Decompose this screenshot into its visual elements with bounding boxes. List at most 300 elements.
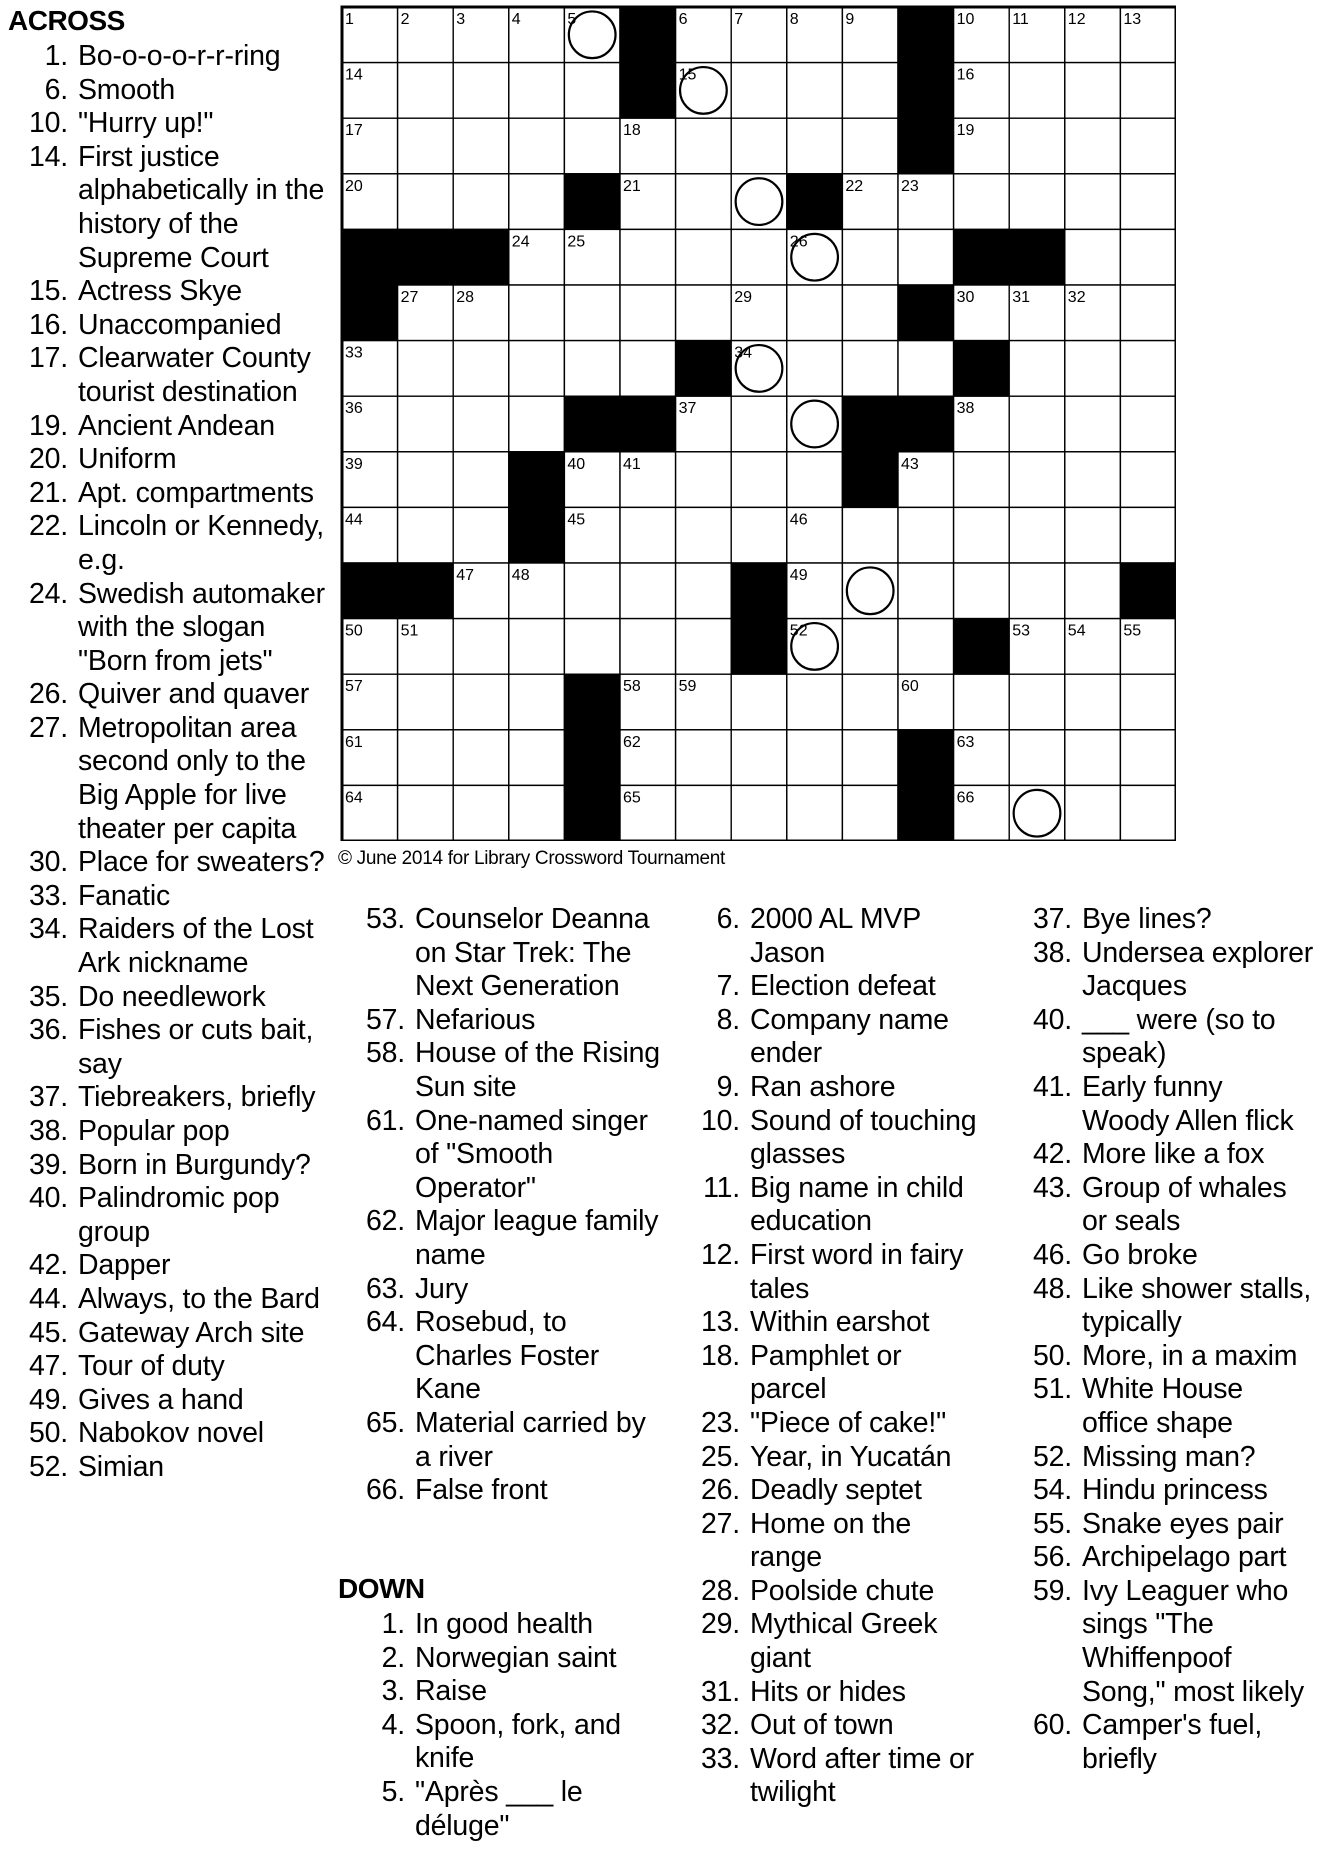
grid-cell[interactable] bbox=[787, 63, 843, 119]
clue-number: 22. bbox=[28, 510, 68, 543]
grid-cell[interactable] bbox=[676, 730, 732, 786]
grid-cell[interactable] bbox=[787, 341, 843, 397]
grid-cell[interactable] bbox=[731, 785, 787, 841]
across-heading: ACROSS bbox=[8, 5, 125, 36]
clue-item[interactable] bbox=[345, 1004, 665, 1038]
grid-cell[interactable] bbox=[398, 63, 454, 119]
clue-number: 1. bbox=[381, 1608, 405, 1640]
grid-cell[interactable] bbox=[1009, 507, 1065, 563]
clue-item[interactable] bbox=[8, 40, 326, 74]
grid-cell[interactable] bbox=[787, 730, 843, 786]
clue-number: 44. bbox=[28, 1282, 68, 1315]
grid-cell[interactable] bbox=[676, 285, 732, 341]
cell-number: 63 bbox=[956, 733, 975, 751]
grid-cell[interactable] bbox=[564, 341, 620, 397]
grid-cell[interactable] bbox=[1009, 785, 1065, 841]
grid-cell[interactable] bbox=[1065, 452, 1121, 508]
clue-item[interactable] bbox=[680, 1340, 980, 1407]
grid-cell[interactable] bbox=[453, 396, 509, 452]
grid-cell[interactable] bbox=[564, 63, 620, 119]
clue-item[interactable] bbox=[680, 1508, 980, 1575]
cell-number: 32 bbox=[1067, 289, 1086, 306]
cell-number: 50 bbox=[345, 622, 363, 640]
clue-item[interactable] bbox=[345, 1273, 665, 1307]
clue-item[interactable] bbox=[1010, 1508, 1315, 1542]
clue-number: 17. bbox=[28, 342, 68, 375]
clue-item[interactable] bbox=[8, 1115, 326, 1149]
grid-cell[interactable] bbox=[620, 341, 676, 397]
clue-text: Raiders of the Lost Ark nickname bbox=[78, 913, 314, 980]
clue-text: Do needlework bbox=[78, 980, 266, 1013]
grid-cell[interactable] bbox=[509, 785, 565, 841]
grid-cell[interactable] bbox=[1009, 730, 1065, 786]
grid-cell[interactable] bbox=[1120, 118, 1176, 174]
down-clues-panel bbox=[338, 1572, 656, 1843]
black-square bbox=[731, 563, 787, 619]
cell-number: 12 bbox=[1067, 11, 1086, 28]
grid-cell[interactable] bbox=[1065, 341, 1121, 397]
grid-cell[interactable] bbox=[453, 730, 509, 786]
grid-cell[interactable] bbox=[842, 341, 898, 397]
clue-text: ___ were (so to speak) bbox=[1082, 1003, 1276, 1070]
clue-item[interactable] bbox=[345, 903, 665, 1004]
black-square bbox=[898, 730, 954, 786]
grid-cell[interactable] bbox=[787, 285, 843, 341]
black-square bbox=[453, 229, 509, 285]
cell-number: 31 bbox=[1012, 289, 1030, 306]
clue-text: Clearwater County tourist destination bbox=[78, 342, 311, 408]
clue-item[interactable] bbox=[8, 880, 326, 914]
clue-item[interactable] bbox=[680, 1306, 980, 1340]
grid-cell[interactable] bbox=[676, 118, 732, 174]
clue-text: Material carried by a river bbox=[415, 1406, 646, 1473]
clue-item[interactable] bbox=[1010, 937, 1315, 1004]
clue-number: 27. bbox=[28, 711, 68, 744]
black-square bbox=[898, 285, 954, 341]
clue-number: 26. bbox=[700, 1474, 740, 1507]
grid-cell[interactable] bbox=[1009, 674, 1065, 730]
clue-item[interactable] bbox=[680, 1676, 980, 1710]
clue-text: Place for sweaters? bbox=[78, 846, 325, 879]
clue-text: Apt. compartments bbox=[78, 476, 314, 509]
grid-cell[interactable] bbox=[1120, 174, 1176, 230]
grid-cell[interactable] bbox=[898, 507, 954, 563]
across-continued-panel bbox=[345, 903, 665, 1508]
clue-item[interactable] bbox=[8, 275, 326, 309]
clue-item[interactable] bbox=[338, 1608, 656, 1642]
grid-cell[interactable] bbox=[1120, 785, 1176, 841]
grid-cell[interactable] bbox=[731, 730, 787, 786]
clue-number: 40. bbox=[1032, 1003, 1072, 1036]
grid-cell[interactable] bbox=[676, 174, 732, 230]
grid-cell[interactable] bbox=[898, 619, 954, 675]
clue-number: 10. bbox=[28, 107, 68, 140]
clue-item[interactable] bbox=[680, 1071, 980, 1105]
clue-item[interactable] bbox=[8, 1384, 326, 1418]
grid-cell[interactable] bbox=[954, 452, 1010, 508]
down-clue-list-3 bbox=[1010, 903, 1315, 1776]
clue-item[interactable] bbox=[680, 1474, 980, 1508]
grid-cell[interactable] bbox=[1065, 507, 1121, 563]
black-square bbox=[509, 452, 565, 508]
grid-cell[interactable] bbox=[1120, 730, 1176, 786]
grid-cell[interactable] bbox=[1065, 563, 1121, 619]
clue-number: 32. bbox=[700, 1709, 740, 1742]
clue-item[interactable] bbox=[680, 1239, 980, 1306]
clue-text: Bo-o-o-o-r-r-ring bbox=[78, 40, 281, 72]
clue-number: 38. bbox=[28, 1115, 68, 1147]
clue-item[interactable] bbox=[1010, 903, 1315, 937]
grid-cell[interactable] bbox=[509, 118, 565, 174]
grid-cell[interactable] bbox=[954, 563, 1010, 619]
clue-item[interactable] bbox=[8, 1417, 326, 1451]
clue-text: Missing man? bbox=[1082, 1440, 1256, 1473]
grid-cell[interactable] bbox=[453, 785, 509, 841]
clue-item[interactable] bbox=[8, 1249, 326, 1283]
clue-item[interactable] bbox=[1010, 1004, 1315, 1071]
clue-text: Metropolitan area second only to the Big Apple for live theater per capita bbox=[78, 711, 306, 845]
grid-cell[interactable] bbox=[1009, 452, 1065, 508]
cell-number: 49 bbox=[789, 567, 808, 584]
clue-number: 25. bbox=[700, 1440, 740, 1473]
black-square bbox=[342, 285, 398, 341]
grid-cell[interactable] bbox=[398, 118, 454, 174]
clue-item[interactable] bbox=[8, 1451, 326, 1485]
grid-cell[interactable] bbox=[1065, 63, 1121, 119]
clue-text: Counselor Deanna on Star Trek: The Next Generation bbox=[415, 903, 650, 1003]
grid-cell[interactable] bbox=[898, 229, 954, 285]
clue-item[interactable] bbox=[345, 1306, 665, 1407]
grid-cell[interactable] bbox=[453, 507, 509, 563]
grid-cell[interactable] bbox=[676, 229, 732, 285]
clue-item[interactable] bbox=[345, 1037, 665, 1104]
cell-number: 21 bbox=[623, 177, 641, 195]
clue-item[interactable] bbox=[8, 1317, 326, 1351]
clue-item[interactable] bbox=[8, 477, 326, 511]
down-clues-panel-3 bbox=[1010, 903, 1315, 1776]
grid-cell[interactable] bbox=[453, 63, 509, 119]
grid-cell[interactable] bbox=[842, 563, 898, 619]
clue-item[interactable] bbox=[338, 1709, 656, 1776]
clue-number: 31. bbox=[700, 1675, 740, 1708]
grid-cell[interactable] bbox=[842, 118, 898, 174]
clue-item[interactable] bbox=[680, 1608, 980, 1675]
cell-number: 47 bbox=[456, 567, 474, 584]
clue-text: One-named singer of "Smooth Operator" bbox=[415, 1104, 648, 1204]
clue-item[interactable] bbox=[8, 1014, 326, 1081]
clue-item[interactable] bbox=[345, 1205, 665, 1272]
grid-cell[interactable] bbox=[842, 785, 898, 841]
cell-number: 16 bbox=[956, 66, 975, 84]
grid-cell[interactable] bbox=[1065, 118, 1121, 174]
grid-cell[interactable] bbox=[398, 396, 454, 452]
cell-number: 20 bbox=[345, 177, 363, 195]
clue-item[interactable] bbox=[8, 342, 326, 409]
black-square bbox=[954, 619, 1010, 675]
grid-cell[interactable] bbox=[731, 674, 787, 730]
grid-cell[interactable] bbox=[1120, 674, 1176, 730]
clue-number: 24. bbox=[28, 577, 68, 610]
clue-number: 63. bbox=[365, 1272, 405, 1305]
grid-cell[interactable] bbox=[1065, 229, 1121, 285]
grid-cell[interactable] bbox=[564, 619, 620, 675]
grid-cell[interactable] bbox=[398, 674, 454, 730]
grid-cell[interactable] bbox=[620, 563, 676, 619]
grid-cell[interactable] bbox=[731, 118, 787, 174]
clue-item[interactable] bbox=[8, 712, 326, 846]
grid-cell[interactable] bbox=[842, 674, 898, 730]
clue-item[interactable] bbox=[345, 1407, 665, 1474]
grid-cell[interactable] bbox=[1009, 563, 1065, 619]
grid-cell[interactable] bbox=[1009, 174, 1065, 230]
grid-cell[interactable] bbox=[1120, 229, 1176, 285]
grid-cell[interactable] bbox=[731, 507, 787, 563]
clue-item[interactable] bbox=[8, 107, 326, 141]
clue-number: 62. bbox=[365, 1205, 405, 1238]
grid-cell[interactable] bbox=[731, 452, 787, 508]
clue-number: 16. bbox=[28, 308, 68, 341]
clue-item[interactable] bbox=[8, 443, 326, 477]
grid-cell[interactable] bbox=[1009, 396, 1065, 452]
grid-cell[interactable] bbox=[564, 285, 620, 341]
black-square bbox=[564, 174, 620, 230]
grid-cell[interactable] bbox=[842, 285, 898, 341]
grid-cell[interactable] bbox=[564, 563, 620, 619]
clue-item[interactable] bbox=[1010, 1709, 1315, 1776]
black-square bbox=[620, 7, 676, 63]
grid-cell[interactable] bbox=[676, 507, 732, 563]
clue-item[interactable] bbox=[8, 1081, 326, 1115]
grid-cell[interactable] bbox=[453, 118, 509, 174]
grid-cell[interactable] bbox=[398, 452, 454, 508]
black-square bbox=[842, 396, 898, 452]
grid-cell[interactable] bbox=[1009, 63, 1065, 119]
clue-text: "Après ___ le déluge" bbox=[415, 1775, 583, 1842]
clue-item[interactable] bbox=[8, 309, 326, 343]
grid-cell[interactable] bbox=[842, 229, 898, 285]
clue-item[interactable] bbox=[1010, 1474, 1315, 1508]
grid-cell[interactable] bbox=[676, 563, 732, 619]
grid-cell[interactable] bbox=[453, 174, 509, 230]
clue-item[interactable] bbox=[1010, 1340, 1315, 1374]
clue-number: 36. bbox=[28, 1014, 68, 1047]
clue-item[interactable] bbox=[8, 410, 326, 444]
grid-cell[interactable] bbox=[1065, 396, 1121, 452]
clue-text: Early funny Woody Allen flick bbox=[1082, 1070, 1294, 1137]
grid-cell[interactable] bbox=[453, 341, 509, 397]
clue-item[interactable] bbox=[680, 1407, 980, 1441]
clue-text: Undersea explorer Jacques bbox=[1082, 936, 1314, 1003]
clue-text: Actress Skye bbox=[78, 275, 242, 308]
clue-item[interactable] bbox=[8, 74, 326, 108]
clue-number: 33. bbox=[700, 1742, 740, 1775]
grid-cell[interactable] bbox=[1065, 174, 1121, 230]
grid-cell[interactable] bbox=[1065, 785, 1121, 841]
clue-text: Big name in child education bbox=[750, 1171, 964, 1238]
grid-cell[interactable] bbox=[453, 619, 509, 675]
grid-cell[interactable] bbox=[620, 285, 676, 341]
clue-text: Rosebud, to Charles Foster Kane bbox=[415, 1306, 600, 1406]
clue-item[interactable] bbox=[1010, 1172, 1315, 1239]
grid-cell[interactable] bbox=[1065, 730, 1121, 786]
clue-item[interactable] bbox=[8, 913, 326, 980]
grid-cell[interactable] bbox=[676, 452, 732, 508]
clue-text: Dapper bbox=[78, 1249, 171, 1282]
grid-cell[interactable] bbox=[787, 452, 843, 508]
grid-cell[interactable] bbox=[509, 619, 565, 675]
grid-cell[interactable] bbox=[1065, 674, 1121, 730]
clue-item[interactable] bbox=[8, 1350, 326, 1384]
clue-item[interactable] bbox=[1010, 1541, 1315, 1575]
grid-cell[interactable] bbox=[1120, 341, 1176, 397]
grid-cell[interactable] bbox=[509, 63, 565, 119]
clue-item[interactable] bbox=[1010, 1441, 1315, 1475]
clue-item[interactable] bbox=[345, 1474, 665, 1508]
clue-number: 66. bbox=[365, 1474, 405, 1507]
black-square bbox=[954, 229, 1010, 285]
clue-item[interactable] bbox=[8, 1149, 326, 1183]
clue-number: 20. bbox=[28, 443, 68, 476]
cell-number: 60 bbox=[901, 678, 919, 696]
grid-cell[interactable] bbox=[731, 229, 787, 285]
clue-item[interactable] bbox=[8, 1283, 326, 1317]
grid-cell[interactable] bbox=[1120, 285, 1176, 341]
grid-cell[interactable] bbox=[398, 730, 454, 786]
clue-text: Uniform bbox=[78, 443, 177, 476]
clue-text: Unaccompanied bbox=[78, 308, 282, 341]
grid-cell[interactable] bbox=[954, 174, 1010, 230]
black-square bbox=[398, 563, 454, 619]
clue-item[interactable] bbox=[680, 1575, 980, 1609]
grid-cell[interactable] bbox=[898, 341, 954, 397]
grid-cell[interactable] bbox=[1120, 63, 1176, 119]
grid-cell[interactable] bbox=[1009, 118, 1065, 174]
grid-cell[interactable] bbox=[842, 730, 898, 786]
grid-cell[interactable] bbox=[842, 63, 898, 119]
grid-cell[interactable] bbox=[564, 118, 620, 174]
grid-cell[interactable] bbox=[731, 396, 787, 452]
grid-cell[interactable] bbox=[509, 396, 565, 452]
cell-number: 27 bbox=[400, 289, 419, 306]
clue-text: Born in Burgundy? bbox=[78, 1148, 311, 1181]
black-square bbox=[509, 507, 565, 563]
grid-cell[interactable] bbox=[1120, 507, 1176, 563]
grid-cell[interactable] bbox=[620, 229, 676, 285]
grid-cell[interactable] bbox=[398, 341, 454, 397]
clue-item[interactable] bbox=[8, 141, 326, 275]
clue-item[interactable] bbox=[338, 1675, 656, 1709]
grid-cell[interactable] bbox=[509, 285, 565, 341]
grid-cell[interactable] bbox=[1120, 452, 1176, 508]
clue-text: More like a fox bbox=[1082, 1138, 1265, 1171]
grid-cell[interactable] bbox=[509, 341, 565, 397]
grid-cell[interactable] bbox=[453, 674, 509, 730]
clue-text: Smooth bbox=[78, 73, 176, 106]
cell-number: 42 bbox=[845, 455, 864, 473]
clue-text: Nabokov novel bbox=[78, 1417, 264, 1450]
clue-item[interactable] bbox=[8, 1182, 326, 1249]
clue-item[interactable] bbox=[1010, 1575, 1315, 1709]
clue-text: Mythical Greek giant bbox=[750, 1608, 938, 1675]
clue-text: "Piece of cake!" bbox=[750, 1406, 947, 1439]
copyright-notice: © June 2014 for Library Crossword Tournament bbox=[338, 848, 725, 869]
clue-item[interactable] bbox=[680, 903, 980, 970]
grid-cell[interactable] bbox=[954, 507, 1010, 563]
grid-cell[interactable] bbox=[731, 174, 787, 230]
cell-number: 9 bbox=[845, 11, 855, 28]
clue-item[interactable] bbox=[680, 1105, 980, 1172]
grid-cell[interactable] bbox=[787, 674, 843, 730]
clue-item[interactable] bbox=[8, 981, 326, 1015]
grid-cell[interactable] bbox=[676, 785, 732, 841]
clue-number: 43. bbox=[1032, 1171, 1072, 1204]
grid-cell[interactable] bbox=[398, 507, 454, 563]
clue-item[interactable] bbox=[345, 1105, 665, 1206]
clue-item[interactable] bbox=[1010, 1071, 1315, 1138]
cell-number: 25 bbox=[567, 233, 586, 251]
clue-item[interactable] bbox=[338, 1776, 656, 1843]
clue-item[interactable] bbox=[8, 510, 326, 577]
grid-cell[interactable] bbox=[453, 452, 509, 508]
clue-item[interactable] bbox=[680, 1441, 980, 1475]
clue-item[interactable] bbox=[680, 1743, 980, 1810]
clue-text: Bye lines? bbox=[1082, 903, 1212, 935]
grid-cell[interactable] bbox=[731, 63, 787, 119]
across-clue-list bbox=[8, 40, 326, 1485]
grid-cell[interactable] bbox=[842, 507, 898, 563]
cell-number: 4 bbox=[511, 11, 521, 28]
clue-item[interactable] bbox=[1010, 1373, 1315, 1440]
crossword-grid[interactable] bbox=[340, 5, 1176, 841]
grid-cell[interactable] bbox=[620, 619, 676, 675]
grid-cell[interactable] bbox=[509, 174, 565, 230]
cell-number: 52 bbox=[789, 622, 808, 640]
clue-item[interactable] bbox=[1010, 1273, 1315, 1340]
grid-cell[interactable] bbox=[398, 785, 454, 841]
grid-cell[interactable] bbox=[509, 730, 565, 786]
clue-item[interactable] bbox=[8, 678, 326, 712]
clue-number: 26. bbox=[28, 678, 68, 711]
clue-item[interactable] bbox=[680, 1709, 980, 1743]
grid-cell[interactable] bbox=[398, 174, 454, 230]
clue-item[interactable] bbox=[338, 1642, 656, 1676]
clue-item[interactable] bbox=[8, 846, 326, 880]
clue-item[interactable] bbox=[8, 578, 326, 679]
clue-item[interactable] bbox=[680, 970, 980, 1004]
clue-item[interactable] bbox=[680, 1004, 980, 1071]
grid-cell[interactable] bbox=[787, 396, 843, 452]
clue-item[interactable] bbox=[1010, 1239, 1315, 1273]
grid-cell[interactable] bbox=[954, 674, 1010, 730]
grid-cell[interactable] bbox=[842, 619, 898, 675]
grid-cell[interactable] bbox=[1009, 341, 1065, 397]
grid-cell[interactable] bbox=[509, 674, 565, 730]
clue-item[interactable] bbox=[1010, 1138, 1315, 1172]
clue-text: Go broke bbox=[1082, 1238, 1198, 1271]
grid-cell[interactable] bbox=[620, 507, 676, 563]
black-square bbox=[620, 63, 676, 119]
grid-cell[interactable] bbox=[1120, 396, 1176, 452]
clue-text: Swedish automaker with the slogan "Born from jets" bbox=[78, 577, 325, 677]
grid-cell[interactable] bbox=[787, 118, 843, 174]
grid-cell[interactable] bbox=[676, 619, 732, 675]
clue-item[interactable] bbox=[680, 1172, 980, 1239]
grid-cell[interactable] bbox=[898, 563, 954, 619]
cell-number: 61 bbox=[345, 733, 363, 751]
clue-text: Group of whales or seals bbox=[1082, 1171, 1287, 1238]
clue-number: 29. bbox=[700, 1608, 740, 1641]
grid-cell[interactable] bbox=[787, 785, 843, 841]
